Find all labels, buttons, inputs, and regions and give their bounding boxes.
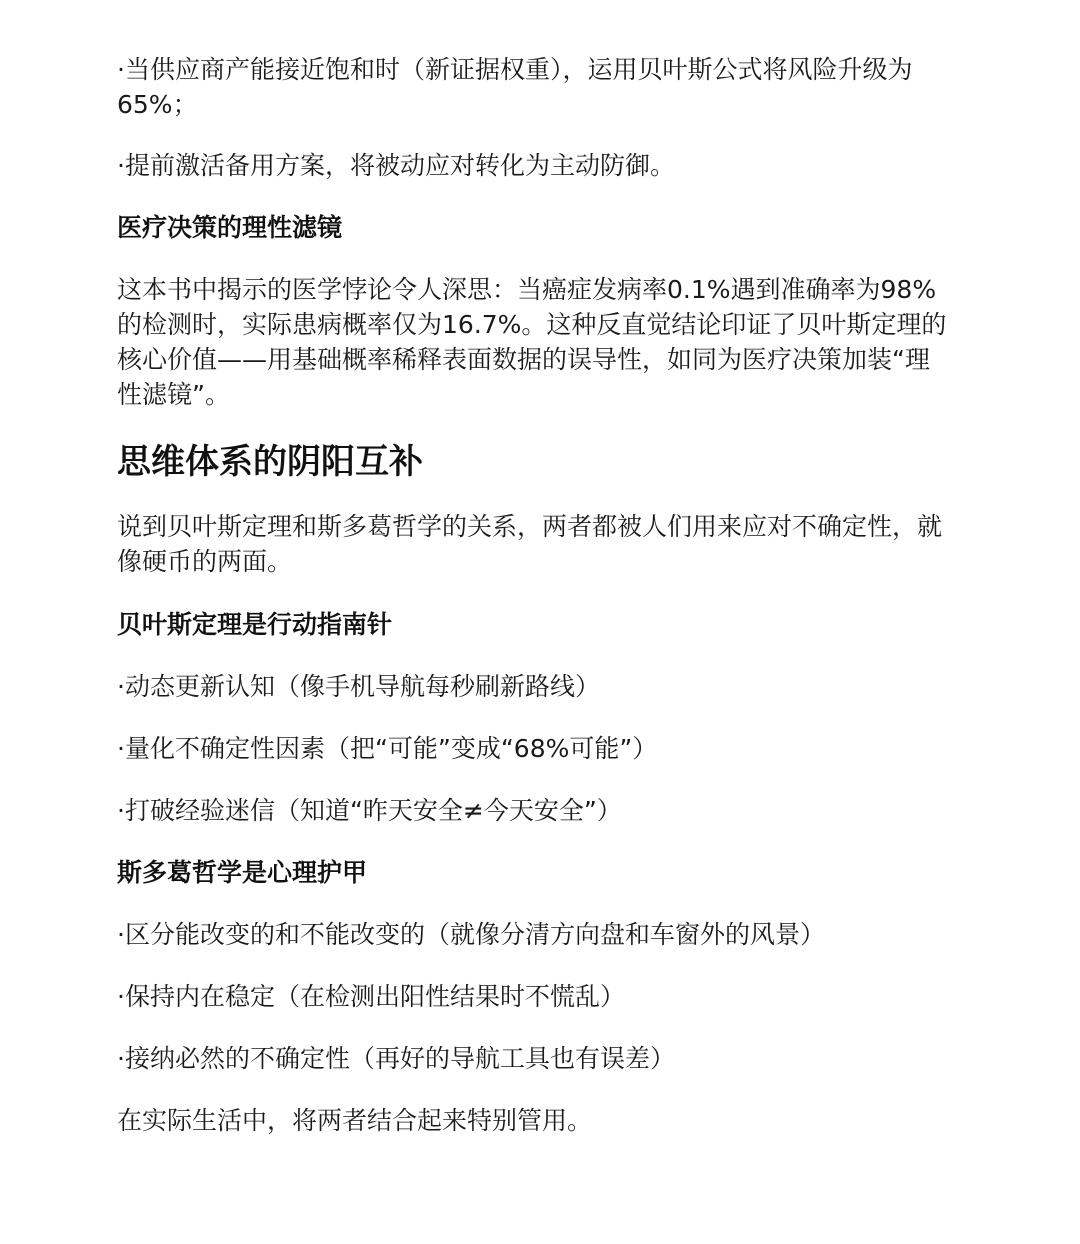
bullet-bayes-2: ·量化不确定性因素（把“可能”变成“68%可能”） [117,734,658,763]
bullet-bayes-1: ·动态更新认知（像手机导航每秒刷新路线） [117,672,600,701]
bullet-backup-plan: ·提前激活备用方案，将被动应对转化为主动防御。 [117,151,675,180]
bullet-stoic-1: ·区分能改变的和不能改变的（就像分清方向盘和车窗外的风景） [117,920,825,949]
section-title: 思维体系的阴阳互补 [117,442,423,482]
subheading-bayes: 贝叶斯定理是行动指南针 [117,610,393,639]
bullet-stoic-2: ·保持内在稳定（在检测出阳性结果时不慌乱） [117,982,625,1011]
bullet-supplier-risk: ·当供应商产能接近饱和时（新证据权重），运用贝叶斯公式将风险升级为65%； [117,55,913,119]
paragraph-section-intro: 说到贝叶斯定理和斯多葛哲学的关系，两者都被人们用来应对不确定性，就像硬币的两面。 [117,512,943,576]
subheading-medical: 医疗决策的理性滤镜 [117,213,343,242]
bullet-bayes-3: ·打破经验迷信（知道“昨天安全≠今天安全”） [117,796,622,825]
paragraph-closing: 在实际生活中，将两者结合起来特别管用。 [117,1106,593,1135]
bullet-stoic-3: ·接纳必然的不确定性（再好的导航工具也有误差） [117,1044,675,1073]
subheading-stoic: 斯多葛哲学是心理护甲 [117,858,368,887]
paragraph-medical-paradox: 这本书中揭示的医学悖论令人深思：当癌症发病率0.1%遇到准确率为98%的检测时，实际患病概率仅为16.7%。这种反直觉结论印证了贝叶斯定理的核心价值——用基础概率稀释表面数据的误导性，如同为医疗决策加装“理性滤镜”。 [117,275,947,409]
